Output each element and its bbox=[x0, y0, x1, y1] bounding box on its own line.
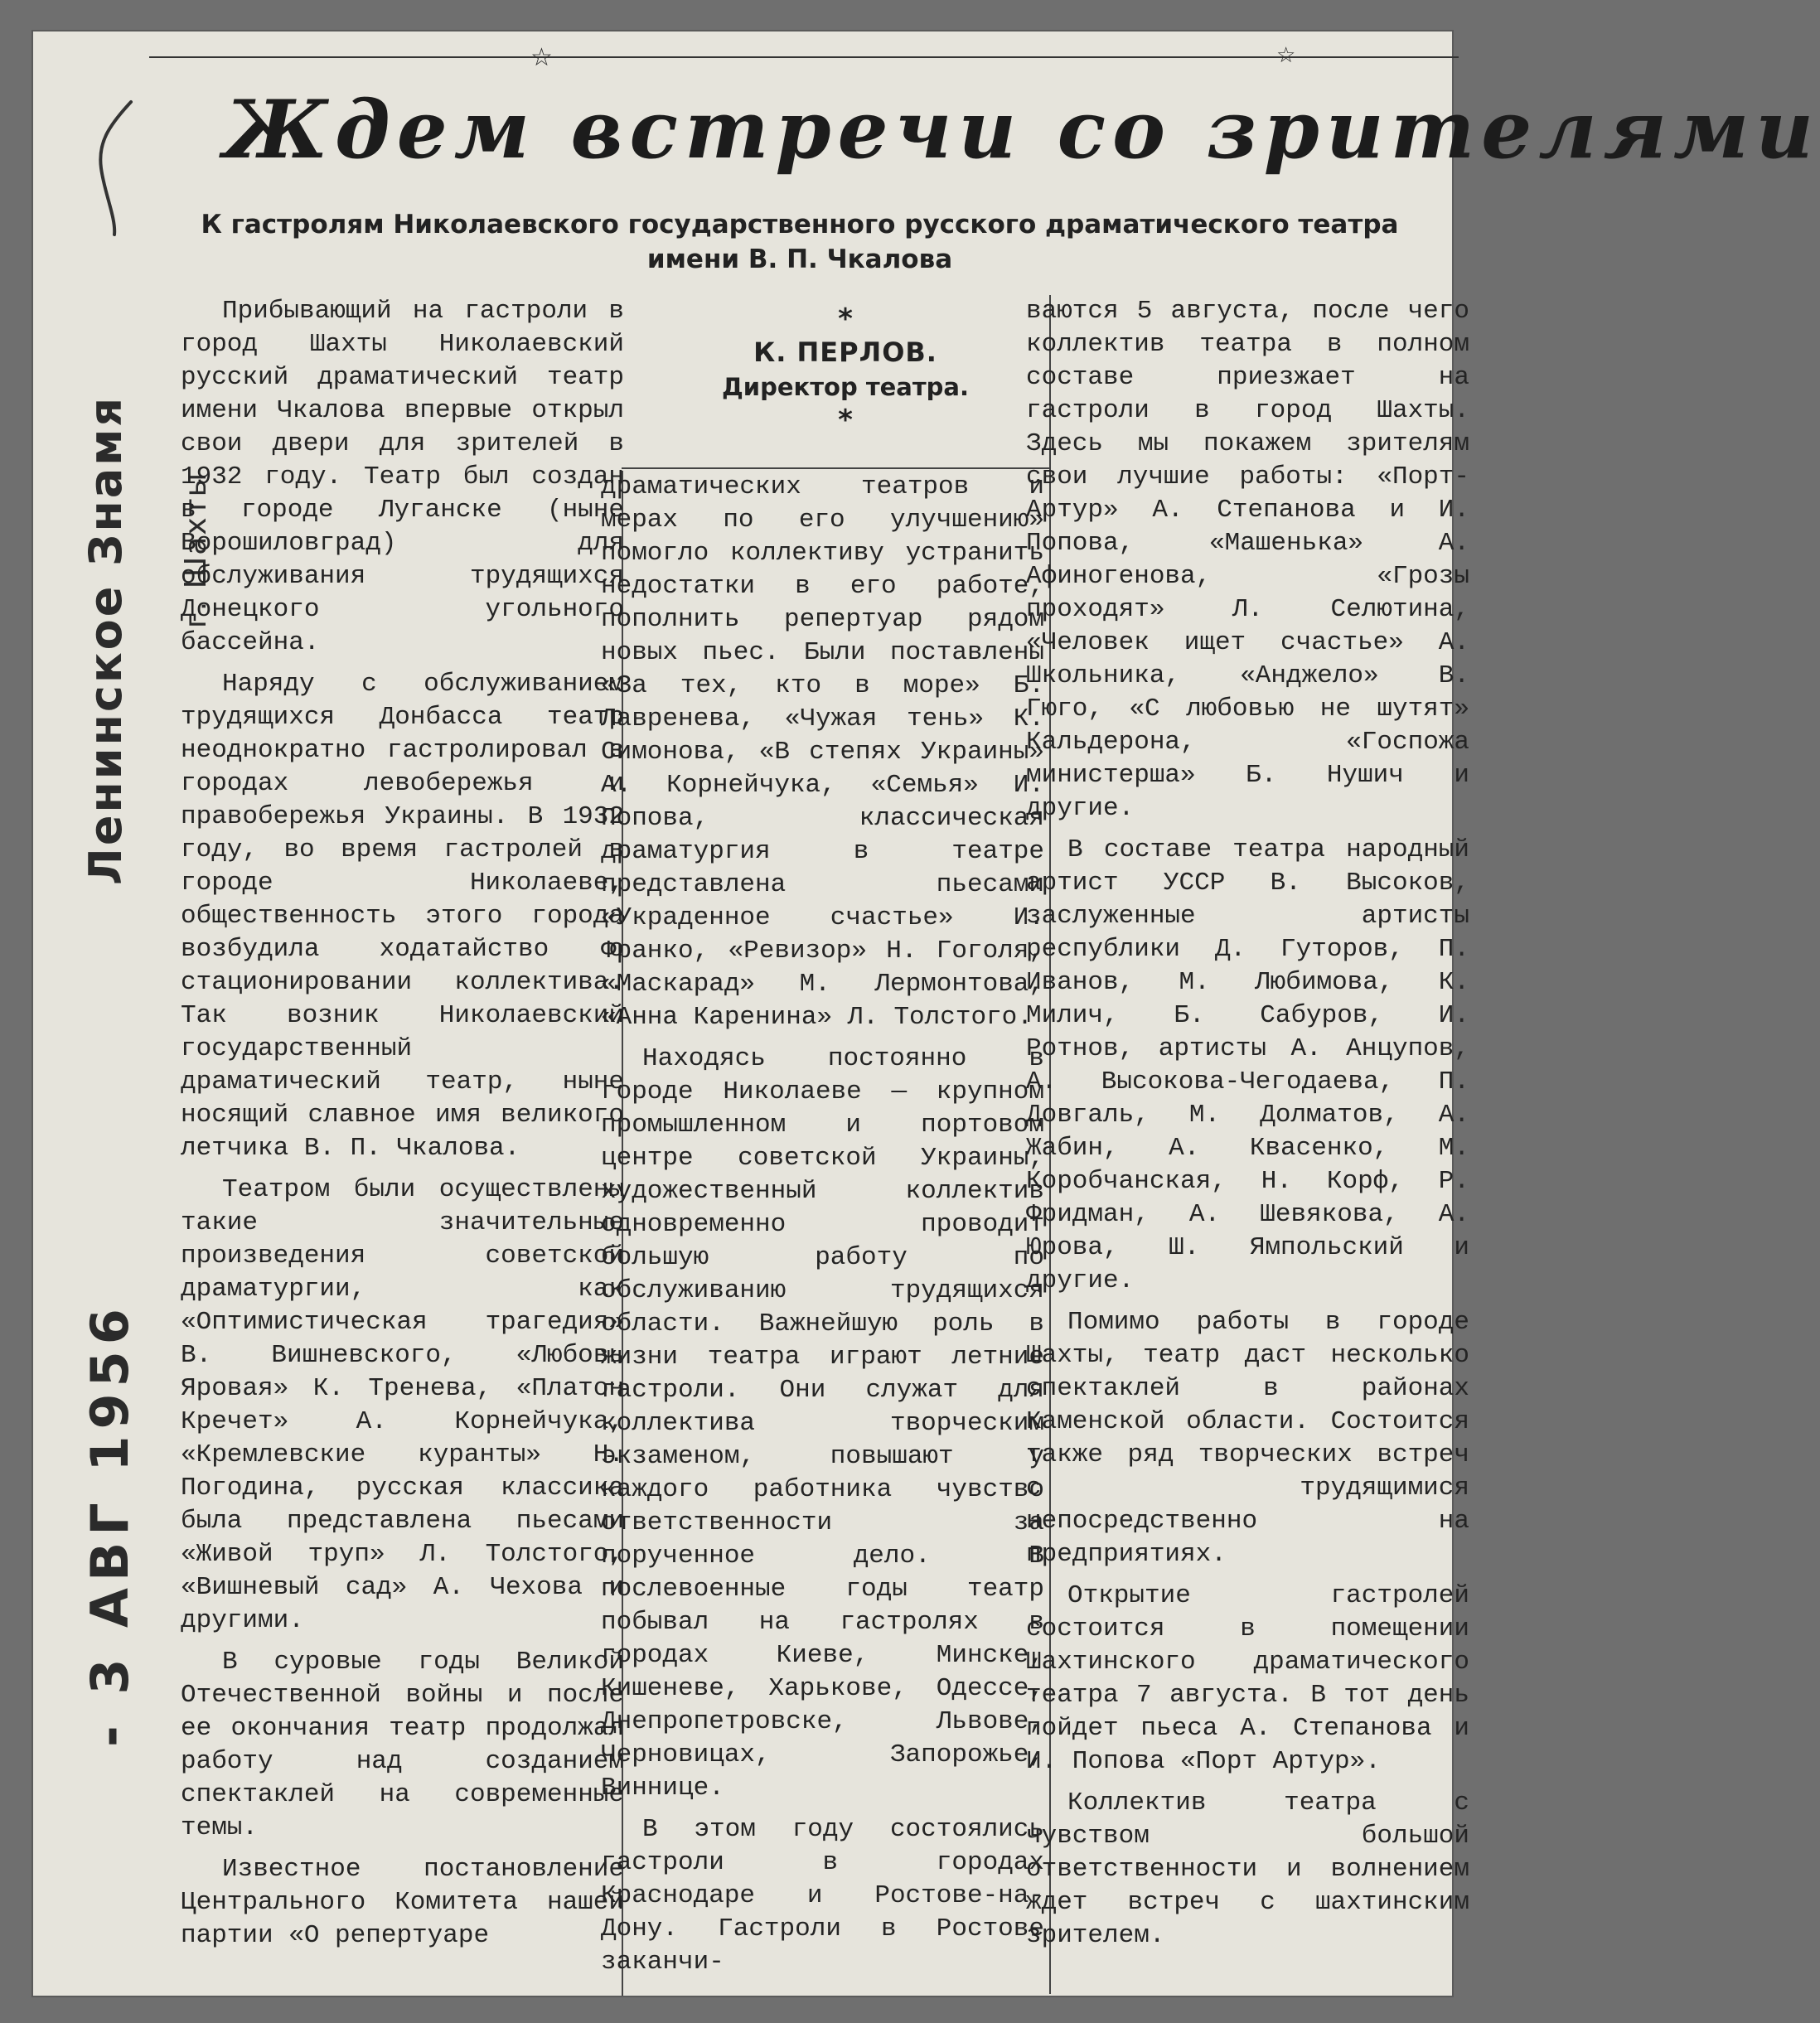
subheading-line-1: К гастролям Николаевского государственного русского драматического театра bbox=[201, 210, 1399, 240]
paragraph: драматических театров и мерах по его улучшению» помогло коллективу устранить недостатки в его работе, пополнить репертуар рядом новых пьес. Были поставлены «За тех, кто в море» Б. Лавренева, «Чужая тень» К. Симонова, «В степях Украины» А. Корнейчука, «Семья» И. Попова, классическая драматургия в театре представлена пьесами «Украденное счастье» И. Франко, «Ревизор» Н. Гоголя, «Маскарад» М. Лермонтова, «Анна Каренина» Л. Толстого. bbox=[601, 472, 1044, 1032]
paragraph: Театром были осуществлены такие значительные произведения советской драматургии, как «Оптимистическая трагедия» В. Вишневского, «Любовь Яровая» К. Тренева, «Платон Кречет» А. Корнейчука, «Кремлевские куранты» Н. Погодина, русская классика была представлена пьесами «Живой труп» Л. Толстого, «Вишневый сад» А. Чехова и другими. bbox=[181, 1175, 624, 1635]
byline-star-top: * bbox=[838, 302, 853, 336]
byline-author: К. ПЕРЛОВ. bbox=[753, 336, 937, 368]
text-column-1 bbox=[181, 295, 624, 1961]
byline-role: Директор театра. bbox=[721, 373, 970, 401]
handwritten-mark bbox=[91, 94, 141, 243]
text-column-2 bbox=[601, 471, 1044, 1987]
paragraph: Наряду с обслуживанием трудящихся Донбасса театр неоднократно гастролировал в городах левобережья и правобережья Украины. В 1932 году, во время гастролей в городе Николаеве, общественность этого города возбудила ходатайство о стационировании коллектива. Так возник Николаевский государственный драматический театр, ныне носящий славное имя великого летчика В. П. Чкалова. bbox=[181, 670, 624, 1163]
paragraph: Находясь постоянно в городе Николаеве — крупном промышленном и портовом центре советской Украины, художественный коллектив одновременно проводит большую работу по обслуживанию трудящихся области. Важнейшую роль в жизни театра играют летние гастроли. Они служат для коллектива творческим экзаменом, повышают у каждого работника чувство ответственности за порученное дело. В послевоенные годы театр побывал на гастролях в городах Киеве, Минске, Кишеневе, Харькове, Одессе, Днепропетровске, Львове, Черновицах, Запорожье, Виннице. bbox=[601, 1044, 1044, 1803]
star-ornament: ☆ bbox=[530, 43, 553, 72]
article-subheading bbox=[191, 207, 1409, 277]
star-ornament-right: ☆ bbox=[1276, 43, 1296, 68]
top-rule bbox=[149, 56, 1459, 58]
paragraph: Прибывающий на гастроли в город Шахты Николаевский русский драматический театр имени Чкалова впервые открыл свои двери для зрителей в 1932 году. Театр был создан в городе Луганске (ныне Ворошиловград) для обслуживания трудящихся Донецкого угольного бассейна. bbox=[181, 297, 624, 657]
paragraph: Известное постановление Центрального Комитета нашей партии «О репертуаре bbox=[181, 1855, 624, 1950]
text-column-3 bbox=[1026, 295, 1469, 1961]
newspaper-city: г. Шахты bbox=[179, 471, 213, 628]
paragraph: Открытие гастролей состоится в помещении Шахтинского драматического театра 7 августа. В тот день пойдет пьеса А. Степанова и И. Попова «Порт Артур». bbox=[1026, 1581, 1469, 1776]
newspaper-name: Ленинское Знамя bbox=[80, 394, 132, 885]
paragraph: Коллектив театра с чувством большой ответственности и волнением ждет встреч с шахтинским зрителем. bbox=[1026, 1788, 1469, 1950]
newspaper-clipping bbox=[33, 31, 1820, 1996]
subheading-line-2: имени В. П. Чкалова bbox=[646, 244, 953, 274]
paragraph: В суровые годы Великой Отечественной войны и после ее окончания театр продолжал работу над созданием спектаклей на современные темы. bbox=[181, 1648, 624, 1842]
paragraph: В составе театра народный артист УССР В. Высоков, заслуженные артисты республики Д. Гуторов, П. Иванов, М. Любимова, К. Милич, Б. Сабуров, И. Ротнов, артисты А. Анцупов, А. Высокова-Чегодаева, П. Довгаль, М. Долматов, А. Жабин, А. Квасенко, М. Коробчанская, Н. Корф, Р. Фридман, А. Шевякова, А. Юрова, Ш. Ямпольский и другие. bbox=[1026, 835, 1469, 1295]
publication-date: - 3 АВГ 1956 bbox=[80, 1302, 140, 1747]
paragraph: Помимо работы в городе Шахты, театр даст несколько спектаклей в районах Каменской области. Состоится также ряд творческих встреч с трудящимися непосредственно на предприятиях. bbox=[1026, 1308, 1469, 1569]
column-top-rule bbox=[622, 467, 1049, 469]
paragraph: ваются 5 августа, после чего коллектив театра в полном составе приезжает на гастроли в город Шахты. Здесь мы покажем зрителям свои лучшие работы: «Порт-Артур» А. Степанова и И. Попова, «Машенька» А. Афиногенова, «Грозы проходят» Л. Селютина, «Человек ищет счастье» А. Школьника, «Анджело» В. Гюго, «С любовью не шутят» Кальдерона, «Госпожа министерша» Б. Нушич и другие. bbox=[1026, 297, 1469, 823]
byline bbox=[663, 302, 1028, 437]
paragraph: В этом году состоялись гастроли в городах Краснодаре и Ростове-на-Дону. Гастроли в Ростове заканчи- bbox=[601, 1815, 1044, 1977]
byline-star-bottom: * bbox=[838, 404, 853, 437]
article-headline: Ждем встречи со зрителями bbox=[224, 83, 1820, 177]
